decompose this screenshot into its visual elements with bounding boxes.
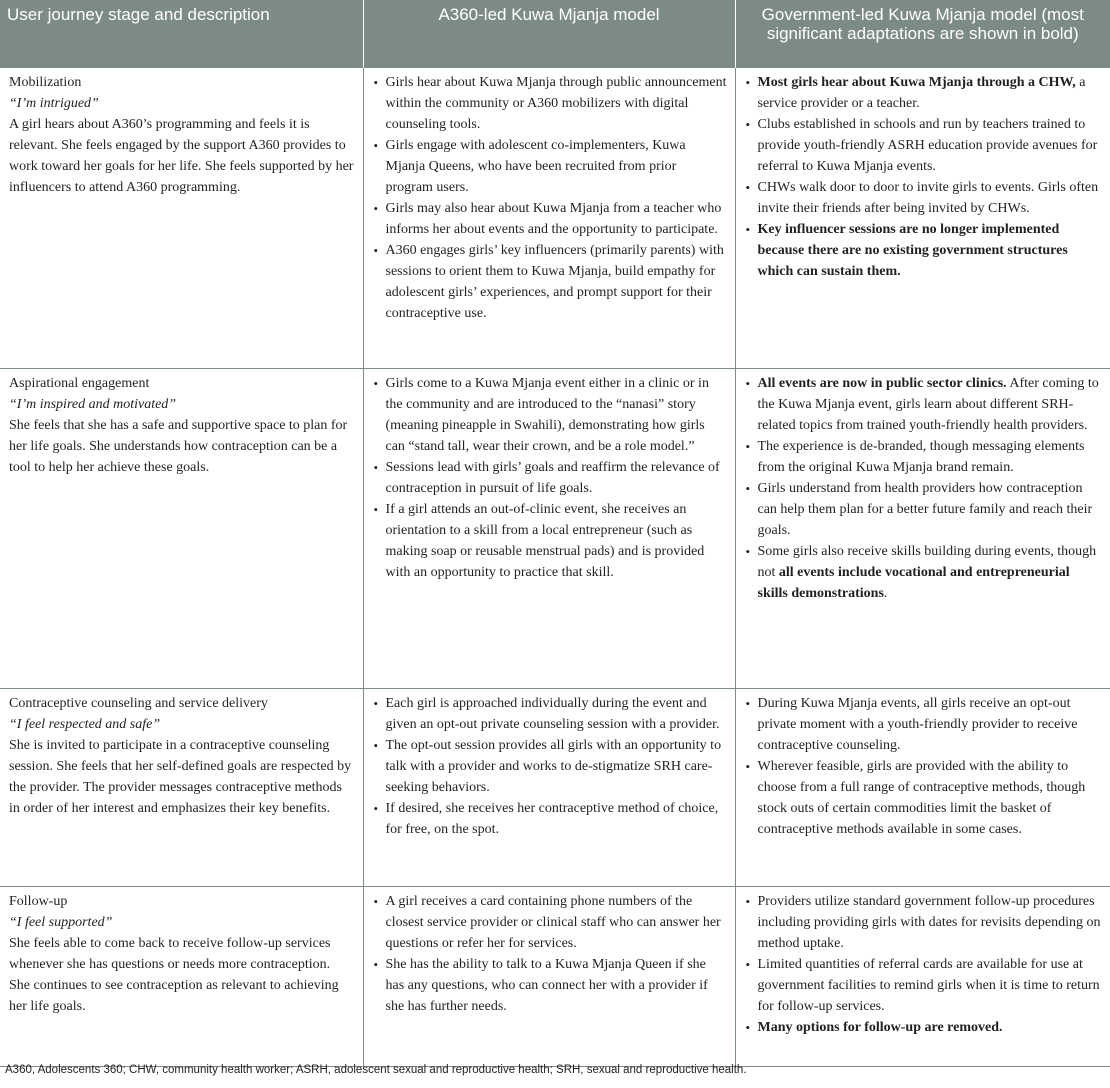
bullet-text: Limited quantities of referral cards are available for use at government facilities to remind girls when it is time to return for follow-up services.: [757, 956, 1100, 1014]
header-row: [0, 0, 1110, 68]
bullet-item: [758, 373, 1103, 436]
bullet-bold-text: Key influencer sessions are no longer implemented because there are no existing government structures which can sustain them.: [757, 222, 1068, 279]
bullet-item: [758, 177, 1103, 219]
bullet-text: The experience is de-branded, though messaging elements from the original Kuwa Mjanja brand remain.: [757, 438, 1085, 475]
bullet-bold-text: all events include vocational and entrepreneurial skills demonstrations: [757, 564, 1070, 601]
government-bullet-list: [744, 373, 1103, 604]
government-bullet-list: [744, 693, 1103, 840]
bullet-bold-text: Many options for follow-up are removed.: [757, 1019, 1003, 1035]
bullet-text: During Kuwa Mjanja events, all girls receive an opt-out private moment with a youth-friendly provider to receive contraceptive counseling.: [757, 695, 1078, 753]
government-model-cell: [735, 68, 1110, 368]
stage-cell: [0, 368, 363, 688]
table-row: [0, 886, 1110, 1066]
government-bullet-list: [744, 891, 1103, 1038]
stage-quote: “I feel supported”: [9, 914, 113, 930]
bullet-item: • A girl receives a card containing phone numbers of the closest service provider or clinical staff who can answer her questions or refer her for services.: [386, 891, 727, 954]
bullet-item: • A360 engages girls’ key influencers (primarily parents) with sessions to orient them to Kuwa Mjanja, build empathy for adolescent girls’ experiences, and prompt support for their contraceptive use.: [386, 240, 727, 324]
bullet-item: [758, 693, 1103, 756]
stage-quote: “I feel respected and safe”: [9, 716, 161, 732]
bullet-item: • Each girl is approached individually during the event and given an opt-out private counseling session with a provider.: [386, 693, 727, 735]
bullet-item: • Sessions lead with girls’ goals and reaffirm the relevance of contraception in pursuit of life goals.: [386, 457, 727, 499]
bullet-item: [758, 114, 1103, 177]
header-government-model: Government-led Kuwa Mjanja model (most significant adaptations are shown in bold): [735, 0, 1110, 68]
bullet-text: Clubs established in schools and run by teachers trained to provide youth-friendly ASRH education provide avenues for referral to Kuwa Mjanja events.: [757, 117, 1098, 174]
stage-cell: [0, 68, 363, 368]
bullet-item: • If desired, she receives her contraceptive method of choice, for free, on the spot.: [386, 798, 727, 840]
a360-bullet-list: [372, 693, 727, 840]
government-model-cell: [735, 688, 1110, 886]
a360-model-cell: [363, 368, 735, 688]
a360-model-cell: [363, 68, 735, 368]
table-footnote: A360, Adolescents 360; CHW, community health worker; ASRH, adolescent sexual and reproductive health; SRH, sexual and reproductive health.: [5, 1064, 747, 1076]
stage-description: She feels able to come back to receive follow-up services whenever she has questions or needs more contraception. She continues to see contraception as relevant to achieving her life goals.: [9, 935, 339, 1014]
bullet-item: • She has the ability to talk to a Kuwa Mjanja Queen if she has any questions, who can connect her with a provider if she has further needs.: [386, 954, 727, 1017]
table-row: [0, 368, 1110, 688]
bullet-item: [758, 72, 1103, 114]
bullet-text: After coming to the Kuwa Mjanja event, girls learn about different SRH-related topics from trained youth-friendly health providers.: [757, 375, 1099, 433]
bullet-item: [758, 1017, 1103, 1038]
stage-name: Follow-up: [9, 893, 68, 909]
header-stage: User journey stage and description: [0, 0, 363, 68]
stage-name: Mobilization: [9, 75, 82, 90]
table-row: [0, 688, 1110, 886]
bullet-bold-text: All events are now in public sector clinics.: [757, 375, 1007, 391]
bullet-item: • Girls hear about Kuwa Mjanja through public announcement within the community or A360 mobilizers with digital counseling tools.: [386, 72, 727, 135]
bullet-text: Some girls also receive skills building during events, though not: [757, 543, 1097, 580]
a360-bullet-list: [372, 891, 727, 1017]
stage-cell: [0, 886, 363, 1066]
bullet-item: • Girls come to a Kuwa Mjanja event either in a clinic or in the community and are introduced to the “nanasi” story (meaning pineapple in Swahili), demonstrating how girls can “stand tall, wear their crown, and be a role model.”: [386, 373, 727, 457]
bullet-text: a service provider or a teacher.: [757, 75, 1086, 111]
bullet-item: • The opt-out session provides all girls with an opportunity to talk with a provider and works to de-stigmatize SRH care-seeking behaviors.: [386, 735, 727, 798]
header-a360-model: A360-led Kuwa Mjanja model: [363, 0, 735, 68]
bullet-item: • Girls engage with adolescent co-implementers, Kuwa Mjanja Queens, who have been recruited from prior program users.: [386, 135, 727, 198]
stage-name: Aspirational engagement: [9, 375, 150, 391]
bullet-item: [758, 954, 1103, 1017]
stage-quote: “I’m intrigued”: [9, 96, 99, 111]
a360-bullet-list: [372, 373, 727, 583]
bullet-item: [758, 478, 1103, 541]
stage-quote: “I’m inspired and motivated”: [9, 396, 177, 412]
a360-bullet-list: [372, 72, 727, 324]
stage-cell: [0, 688, 363, 886]
government-model-cell: [735, 886, 1110, 1066]
bullet-text: Girls understand from health providers how contraception can help them plan for a better future family and reach their goals.: [757, 480, 1093, 538]
a360-model-cell: [363, 688, 735, 886]
bullet-item: • Girls may also hear about Kuwa Mjanja from a teacher who informs her about events and the opportunity to participate.: [386, 198, 727, 240]
government-model-cell: [735, 368, 1110, 688]
bullet-text: CHWs walk door to door to invite girls to events. Girls often invite their friends after being invited by CHWs.: [757, 180, 1099, 216]
bullet-bold-text: Most girls hear about Kuwa Mjanja through a CHW,: [757, 75, 1076, 90]
stage-name: Contraceptive counseling and service delivery: [9, 695, 268, 711]
a360-model-cell: [363, 886, 735, 1066]
bullet-text: Wherever feasible, girls are provided with the ability to choose from a full range of contraceptive methods, though stock outs of certain commodities limit the basket of contraceptive methods available in some cases.: [757, 758, 1086, 837]
bullet-item: [758, 219, 1103, 282]
bullet-text: Providers utilize standard government follow-up procedures including providing girls with dates for revisits depending on method uptake.: [757, 893, 1101, 951]
bullet-item: [758, 436, 1103, 478]
stage-description: She is invited to participate in a contraceptive counseling session. She feels that her self-defined goals are respected by the provider. The provider messages contraceptive methods in order of her interest and emphasizes their key benefits.: [9, 737, 352, 816]
table-row: [0, 68, 1110, 368]
bullet-item: [758, 891, 1103, 954]
bullet-item: • If a girl attends an out-of-clinic event, she receives an orientation to a skill from a local entrepreneur (such as making soap or reusable menstrual pads) and is provided with an opportunity to practice that skill.: [386, 499, 727, 583]
bullet-text: .: [883, 585, 888, 601]
bullet-item: [758, 541, 1103, 604]
stage-description: A girl hears about A360’s programming and feels it is relevant. She feels engaged by the support A360 provides to work toward her goals for her life. She feels supported by her influencers to attend A360 programming.: [9, 117, 354, 195]
stage-description: She feels that she has a safe and supportive space to plan for her life goals. She understands how contraception can be a tool to help her achieve these goals.: [9, 417, 348, 475]
government-bullet-list: [744, 72, 1103, 282]
bullet-item: [758, 756, 1103, 840]
